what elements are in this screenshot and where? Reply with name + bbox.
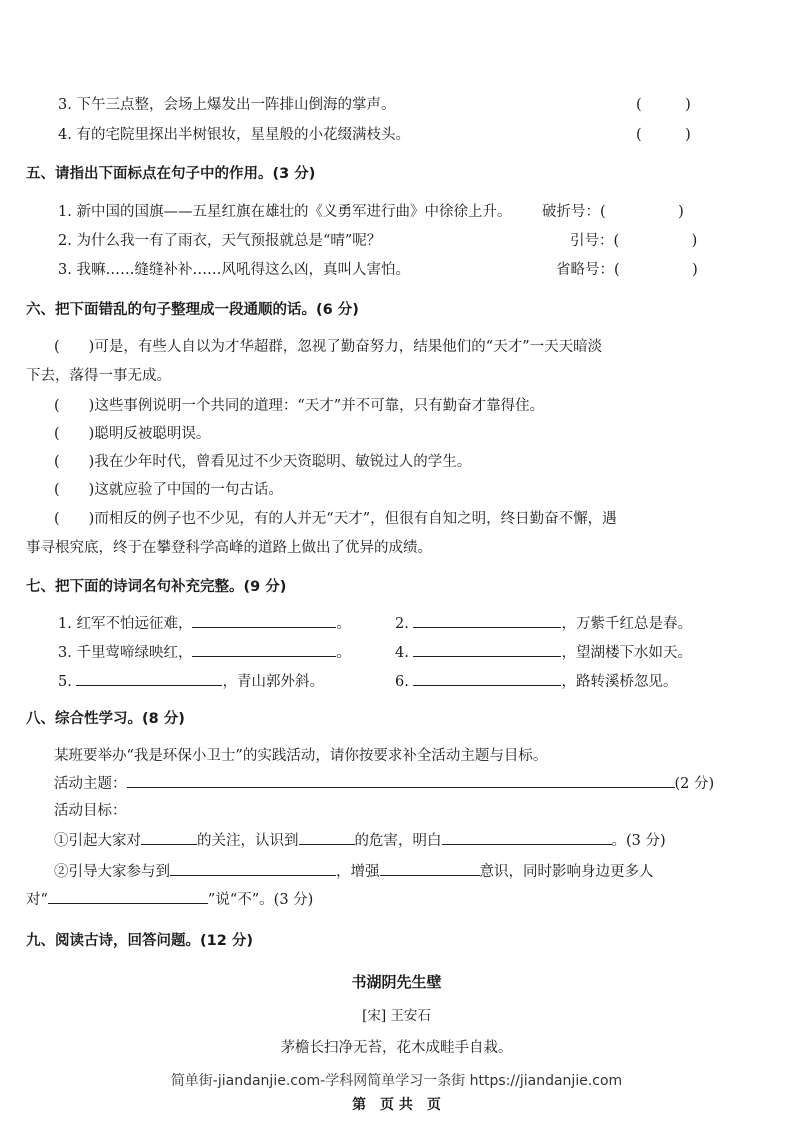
q7-6-blank[interactable] [413, 671, 561, 686]
q4-3-text: 3. 下午三点整，会场上爆发出一阵排山倒海的掌声。 [58, 97, 396, 113]
q8-goal-2-e: ”说“不”。(3 分) [207, 892, 314, 908]
q8-goal-2-c: 意识，同时影响身边更多人 [479, 864, 654, 880]
q8-goal-2 [54, 861, 654, 882]
q7-1-prompt: 1. 红军不怕远征难， [58, 616, 193, 632]
q8-theme-label: 活动主题： [54, 776, 127, 792]
q6-sentence-4: ( )我在少年时代，曾看见过不少天资聪明、敏锐过人的学生。 [54, 454, 472, 470]
q8-goal-2-b: ，增强 [336, 864, 380, 880]
q4-4-text: 4. 有的宅院里探出半树银妆，星星般的小花缀满枝头。 [58, 127, 410, 143]
section5-heading: 五、请指出下面标点在句子中的作用。(3 分) [26, 166, 316, 182]
q5-2-answer[interactable]: 引号：( ) [570, 233, 698, 249]
q8-theme [54, 773, 714, 794]
q8-theme-blank[interactable] [127, 773, 675, 788]
q6-sentence-6a: ( )而相反的例子也不少见，有的人并无“天才”，但很有自知之明，终日勤奋不懈，遇 [54, 511, 617, 527]
poem-title: 书湖阴先生壁 [351, 973, 442, 991]
q7-6 [395, 671, 677, 692]
q8-goal-1-blank-1[interactable] [141, 830, 197, 845]
q8-goal-2-blank-2[interactable] [380, 861, 480, 876]
q4-3-answer-paren[interactable]: ( ) [636, 97, 691, 113]
q8-theme-score: (2 分) [674, 776, 715, 792]
q4-4-answer-paren[interactable]: ( ) [636, 127, 691, 143]
q7-5-end: ，青山郭外斜。 [222, 674, 324, 690]
q7-5-num: 5. [58, 674, 72, 690]
watermark-footer: 简单街-jiandanjie.com-学科网简单学习一条街 https://jiandanjie.com [170, 1073, 623, 1089]
page-number: 第 页 共 页 [352, 1097, 441, 1113]
q7-1-end: 。 [336, 616, 351, 632]
q5-3-text: 3. 我嘛……缝缝补补……风吼得这么凶，真叫人害怕。 [58, 262, 410, 278]
q6-sentence-6b: 事寻根究底，终于在攀登科学高峰的道路上做出了优异的成绩。 [26, 540, 432, 556]
q8-goal-1 [54, 830, 666, 851]
q5-3-answer[interactable]: 省略号：( ) [556, 262, 698, 278]
section9-heading: 九、阅读古诗，回答问题。(12 分) [26, 933, 253, 949]
q7-6-num: 6. [395, 674, 409, 690]
q5-1-answer[interactable]: 破折号：( ) [542, 204, 684, 220]
q8-goal-2-d: 对“ [26, 892, 48, 908]
q8-goal-1-c: 的危害，明白 [354, 833, 442, 849]
q6-sentence-2: ( )这些事例说明一个共同的道理：“天才”并不可靠，只有勤奋才靠得住。 [54, 398, 545, 414]
q8-goal-1-blank-2[interactable] [299, 830, 355, 845]
q7-5-blank[interactable] [76, 671, 222, 686]
q7-2-num: 2. [395, 616, 409, 632]
q7-4-num: 4. [395, 645, 409, 661]
q6-sentence-5: ( )这就应验了中国的一句古话。 [54, 482, 283, 498]
q7-1 [58, 613, 351, 634]
q7-3 [58, 642, 351, 663]
poem-author: [宋] 王安石 [362, 1008, 431, 1024]
q7-4-blank[interactable] [413, 642, 561, 657]
q6-sentence-3: ( )聪明反被聪明误。 [54, 426, 211, 442]
q8-goal-1-a: ①引起大家对 [54, 833, 141, 849]
q8-goal-label: 活动目标： [54, 803, 127, 819]
q8-goal-2-a: ②引导大家参与到 [54, 864, 170, 880]
q7-6-end: ，路转溪桥忽见。 [561, 674, 678, 690]
q8-intro: 某班要举办“我是环保小卫士”的实践活动，请你按要求补全活动主题与目标。 [54, 748, 548, 764]
q8-goal-2-cont [26, 889, 313, 910]
q8-goal-1-blank-3[interactable] [442, 830, 612, 845]
q8-goal-2-blank-3[interactable] [48, 889, 208, 904]
q8-goal-1-b: 的关注，认识到 [197, 833, 299, 849]
q5-2-text: 2. 为什么我一有了雨衣，天气预报就总是“晴”呢？ [58, 233, 382, 249]
q7-5 [58, 671, 324, 692]
q7-3-prompt: 3. 千里莺啼绿映红， [58, 645, 193, 661]
q7-2 [395, 613, 692, 634]
q8-goal-1-d: 。(3 分) [611, 833, 666, 849]
q6-sentence-1b: 下去，落得一事无成。 [26, 368, 171, 384]
section6-heading: 六、把下面错乱的句子整理成一段通顺的话。(6 分) [26, 302, 359, 318]
q6-sentence-1a: ( )可是，有些人自以为才华超群，忽视了勤奋努力，结果他们的“天才”一天天暗淡 [54, 339, 603, 355]
q7-4 [395, 642, 692, 663]
q8-goal-2-blank-1[interactable] [170, 861, 336, 876]
section7-heading: 七、把下面的诗词名句补充完整。(9 分) [26, 579, 287, 595]
q7-2-end: ，万紫千红总是春。 [561, 616, 692, 632]
q7-3-blank[interactable] [192, 642, 336, 657]
q7-4-end: ，望湖楼下水如天。 [561, 645, 692, 661]
q5-1-text: 1. 新中国的国旗——五星红旗在雄壮的《义勇军进行曲》中徐徐上升。 [58, 204, 512, 220]
section8-heading: 八、综合性学习。(8 分) [26, 711, 185, 727]
q7-1-blank[interactable] [192, 613, 336, 628]
q7-2-blank[interactable] [413, 613, 561, 628]
poem-line-1: 茅檐长扫净无苔，花木成畦手自栽。 [280, 1040, 513, 1056]
q7-3-end: 。 [336, 645, 351, 661]
